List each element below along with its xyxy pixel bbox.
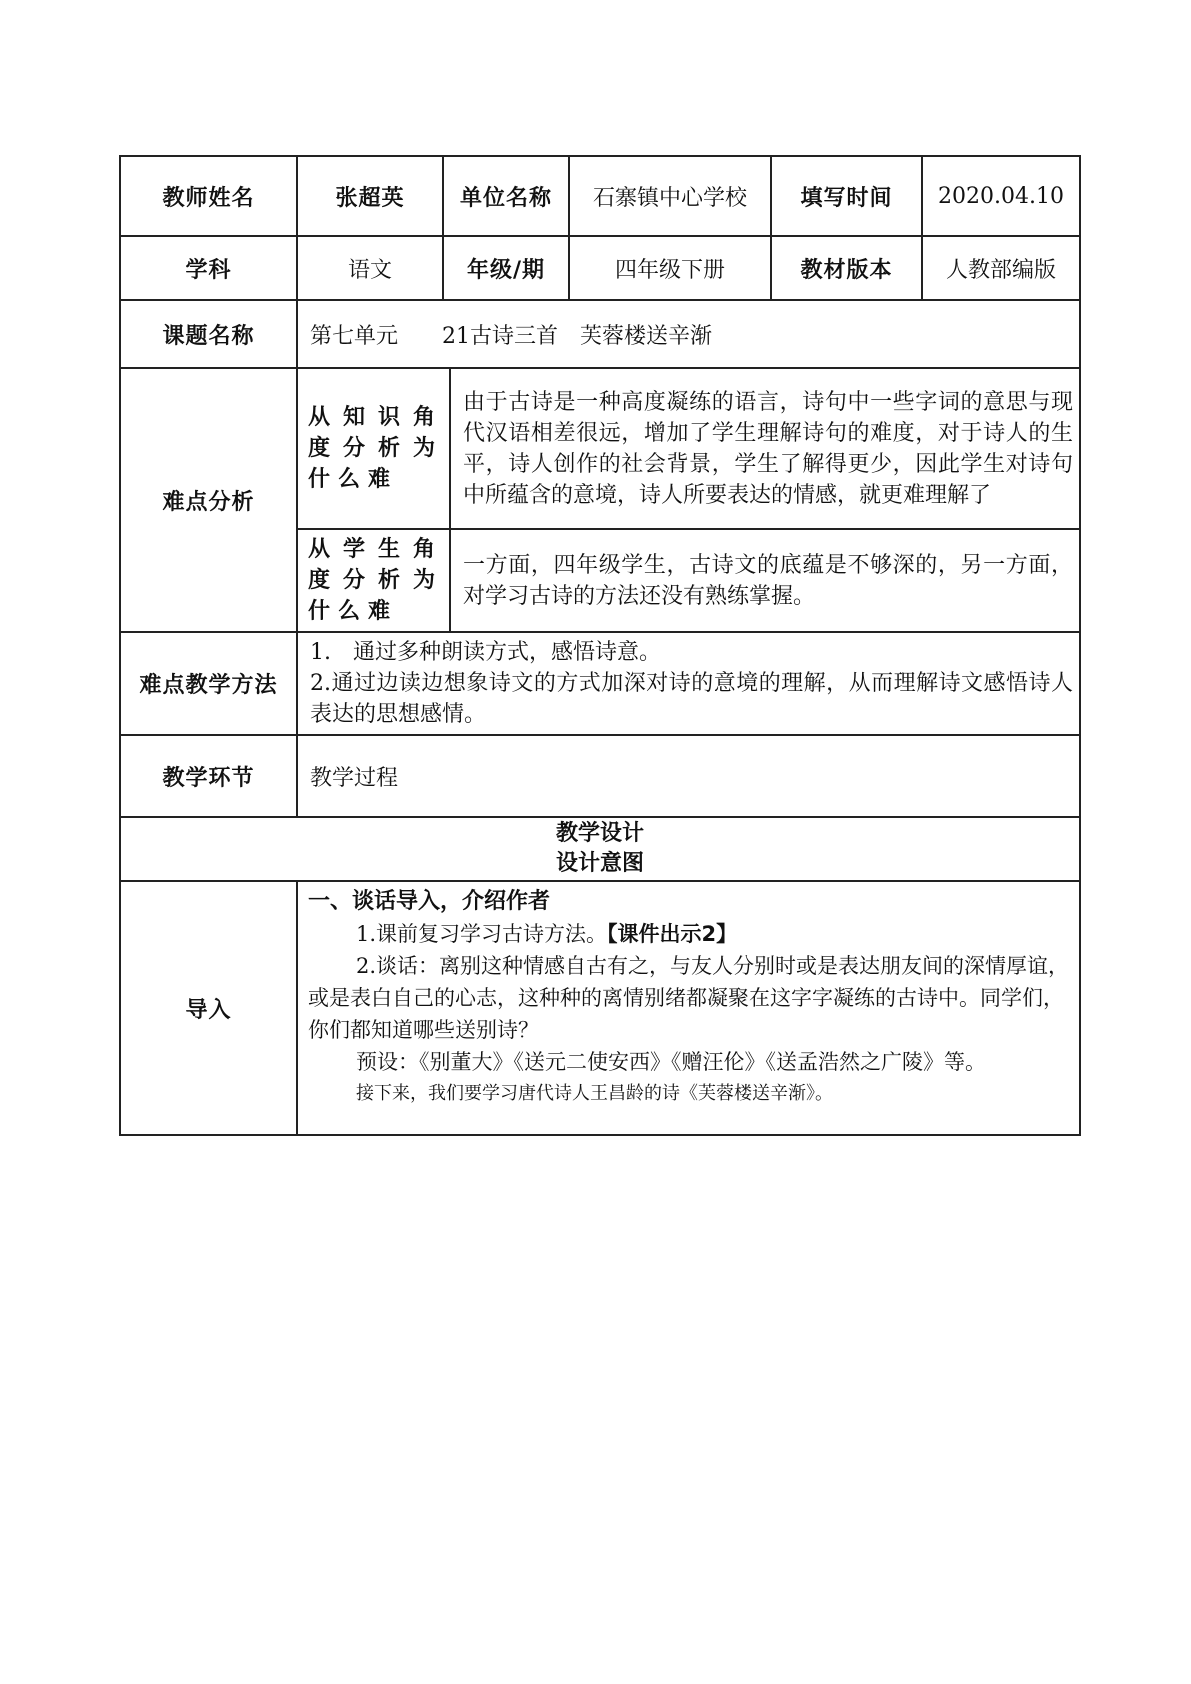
- teacher-name-label: 教师姓名: [120, 156, 297, 236]
- intro-paragraph-4: 接下来，我们要学习唐代诗人王昌龄的诗《芙蓉楼送辛渐》。: [356, 1083, 833, 1104]
- knowledge-angle-text: 由于古诗是一种高度凝练的语言，诗句中一些字词的意思与现代汉语相差很远，增加了学生理解诗句的难度，对于诗人的生平，诗人创作的社会背景，学生了解得更少，因此学生对诗句中所蕴含的意境，诗人所要表达的情感，就更难理解了: [450, 369, 1079, 529]
- process-row: [120, 735, 1080, 817]
- lesson-plan-table: [119, 155, 1081, 1136]
- intro-heading: 一、谈话导入，介绍作者: [308, 889, 551, 914]
- knowledge-angle-label: 从知识角度分析为什么难: [298, 369, 450, 529]
- topic-value: 第七单元 21古诗三首 芙蓉楼送辛渐: [297, 300, 1080, 368]
- design-row: [120, 817, 1080, 881]
- difficulty-label: 难点分析: [120, 368, 297, 632]
- design-intent-title: 设计意图: [555, 851, 644, 876]
- school-name-value: 石寨镇中心学校: [569, 156, 771, 236]
- method-label: 难点教学方法: [120, 632, 297, 735]
- edition-label: 教材版本: [771, 236, 922, 300]
- intro-row: [120, 881, 1080, 1135]
- design-title: 教学设计: [555, 821, 644, 846]
- grade-value: 四年级下册: [569, 236, 771, 300]
- subject-row: [120, 236, 1080, 300]
- difficulty-subtable: [298, 369, 1079, 631]
- intro-paragraph-1: [308, 918, 1073, 950]
- process-label: 教学环节: [120, 735, 297, 817]
- intro-paragraph-1-text: 1.课前复习学习古诗方法。: [356, 922, 608, 946]
- courseware-note: 【课件出示2】: [607, 922, 738, 946]
- method-row: [120, 632, 1080, 735]
- process-value: 教学过程: [297, 735, 1080, 817]
- method-line-1: 1. 通过多种朗读方式，感悟诗意。: [310, 640, 661, 665]
- difficulty-row: [120, 368, 1080, 632]
- grade-label: 年级/期: [443, 236, 569, 300]
- subject-value: 语文: [297, 236, 443, 300]
- student-angle-text: 一方面，四年级学生，古诗文的底蕴是不够深的，另一方面，对学习古诗的方法还没有熟练掌握。: [463, 552, 1073, 609]
- teacher-name-value: 张超英: [297, 156, 443, 236]
- method-content: [297, 632, 1080, 735]
- student-angle-label: 从学生角度分析为什么难: [298, 529, 450, 631]
- subject-label: 学科: [120, 236, 297, 300]
- header-row: [120, 156, 1080, 236]
- intro-paragraph-2: 2.谈话：离别这种情感自古有之，与友人分别时或是表达朋友间的深情厚谊，或是表白自己的心志，这种种的离情别绪都凝聚在这字字凝练的古诗中。同学们，你们都知道哪些送别诗？: [308, 954, 1070, 1042]
- intro-paragraph-3: 预设：《别董大》《送元二使安西》《赠汪伦》《送孟浩然之广陵》等。: [356, 1050, 986, 1074]
- intro-label: 导入: [120, 881, 297, 1135]
- design-header: [120, 817, 1080, 881]
- edition-value: 人教部编版: [922, 236, 1080, 300]
- method-line-2: 2.通过边读边想象诗文的方式加深对诗的意境的理解，从而理解诗文感悟诗人表达的思想感情。: [310, 671, 1073, 727]
- school-name-label: 单位名称: [443, 156, 569, 236]
- topic-row: [120, 300, 1080, 368]
- fill-date-label: 填写时间: [771, 156, 922, 236]
- fill-date-value: 2020.04.10: [922, 156, 1080, 236]
- intro-content: [297, 881, 1080, 1135]
- topic-label: 课题名称: [120, 300, 297, 368]
